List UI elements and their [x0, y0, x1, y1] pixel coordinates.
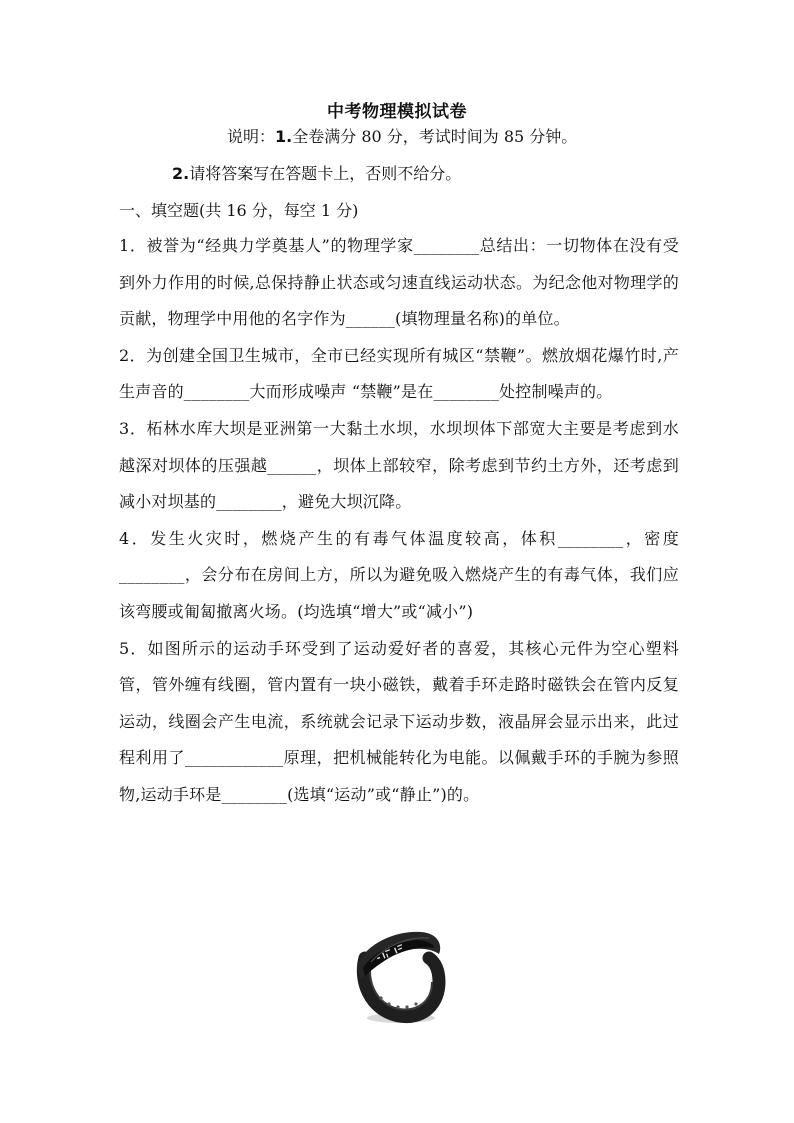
instructions-number-1: 1.: [275, 127, 293, 146]
instructions-text-2: 请将答案写在答题卡上，否则不给分。: [189, 164, 462, 183]
question-5: 5．如图所示的运动手环受到了运动爱好者的喜爱，其核心元件为空心塑料管，管外缠有线圈，管内置有一块小磁铁，戴着手环走路时磁铁会在管内反复运动，线圈会产生电流，系统就会记录下运动步数，液晶屏会显示出来，此过程利用了____________原理，把机械能转化为电能。以佩戴手环的手腕为参照物,运动手环是________(选填“运动”或“静止”)的。: [119, 638, 679, 804]
question-1: 1．被誉为“经典力学奠基人”的物理学家________总结出：一切物体在没有受到外力作用的时候,总保持静止状态或匀速直线运动状态。为纪念他对物理学的贡献，物理学中用他的名字作为______(填物理量名称)的单位。: [119, 236, 679, 329]
question-3: 3．柘林水库大坝是亚洲第一大黏土水坝，水坝坝体下部宽大主要是考虑到水越深对坝体的压强越______，坝体上部较窄，除考虑到节约土方外，还考虑到减小对坝基的________，避免大坝沉降。: [119, 418, 679, 512]
instructions-line-1: [227, 124, 577, 147]
question-list: [119, 228, 679, 814]
instructions-number-2: 2.: [172, 164, 190, 183]
fitness-band-figure: [351, 918, 447, 1026]
fitness-band-icon: [351, 918, 447, 1026]
question-2: 2．为创建全国卫生城市，全市已经实现所有城区“禁鞭”。燃放烟花爆竹时,产生声音的________大而形成噪声 “禁鞭”是在________处控制噪声的。: [119, 345, 679, 402]
page-title: 中考物理模拟试卷: [327, 102, 467, 122]
instructions-line-2: [172, 161, 461, 184]
section-heading: 一、填空题(共 16 分，每空 1 分): [119, 201, 359, 220]
instructions-text-1: 全卷满分 80 分，考试时间为 85 分钟。: [292, 127, 578, 146]
question-4: 4．发生火灾时，燃烧产生的有毒气体温度较高，体积________，密度________，会分布在房间上方，所以为避免吸入燃烧产生的有毒气体，我们应该弯腰或匍匐撤离火场。(均选填“增大”或“减小”): [119, 528, 679, 621]
instructions-prefix: 说明：: [227, 127, 276, 146]
